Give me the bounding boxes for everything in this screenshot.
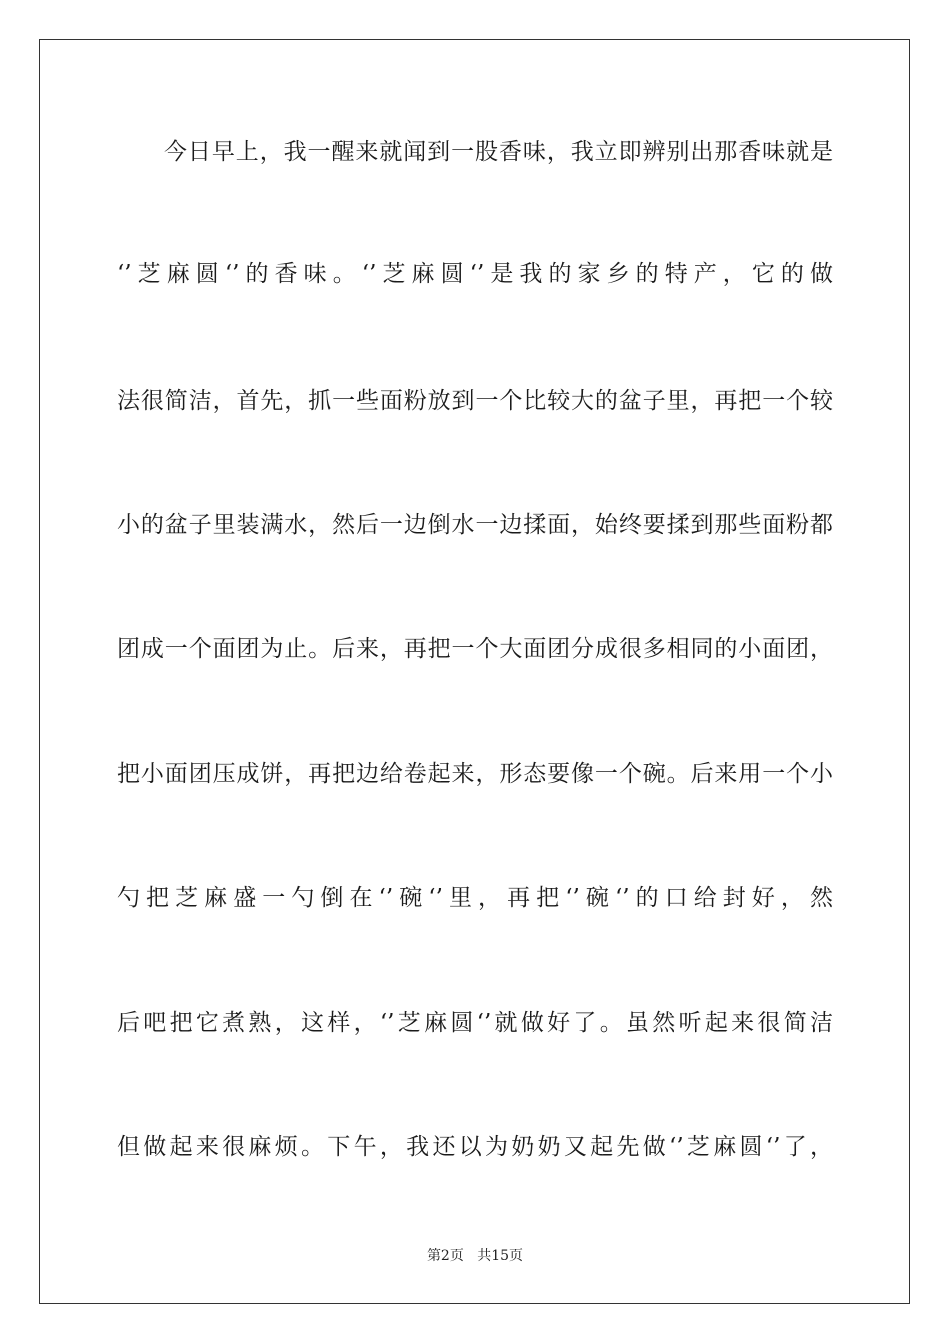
body-text-line: ‘’芝麻圆‘’的香味。‘’芝麻圆‘’是我的家乡的特产，它的做 — [117, 261, 833, 287]
page-footer — [0, 1247, 950, 1265]
body-text-line: 小的盆子里装满水，然后一边倒水一边揉面，始终要揉到那些面粉都 — [117, 512, 833, 538]
body-text-line: 后吧把它煮熟，这样，‘’芝麻圆‘’就做好了。虽然听起来很简洁 — [117, 1010, 833, 1036]
body-text-line: 团成一个面团为止。后来，再把一个大面团分成很多相同的小面团， — [117, 636, 833, 662]
page-frame — [39, 39, 910, 1304]
body-text-line: 把小面团压成饼，再把边给卷起来，形态要像一个碗。后来用一个小 — [117, 761, 833, 787]
body-text-line: 勺把芝麻盛一勺倒在‘’碗‘’里，再把‘’碗‘’的口给封好，然 — [117, 885, 833, 911]
body-text-line: 法很简洁，首先，抓一些面粉放到一个比较大的盆子里，再把一个较 — [117, 388, 833, 414]
page-total: 共15页 — [477, 1248, 524, 1264]
body-text-line: 但做起来很麻烦。下午，我还以为奶奶又起先做‘’芝麻圆‘’了， — [117, 1134, 833, 1160]
page-number: 第2页 — [426, 1248, 464, 1264]
body-text-line: 今日早上，我一醒来就闻到一股香味，我立即辨别出那香味就是 — [164, 139, 833, 165]
